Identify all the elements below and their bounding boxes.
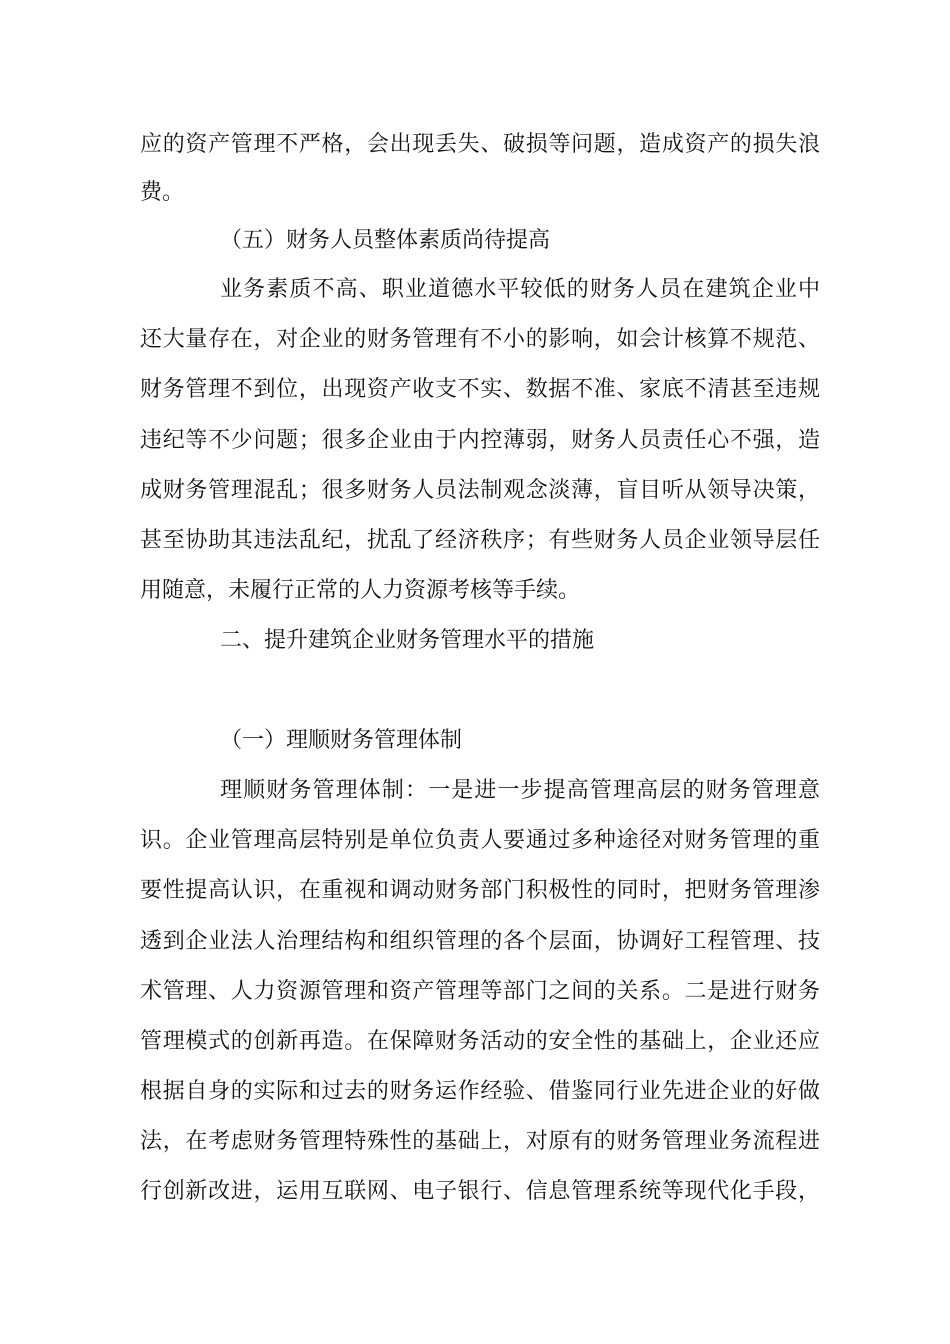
body-line: 行创新改进，运用互联网、电子银行、信息管理系统等现代化手段， bbox=[140, 1179, 820, 1204]
body-line: 要性提高认识，在重视和调动财务部门积极性的同时，把财务管理渗 bbox=[140, 878, 820, 903]
paragraph-first-line: 业务素质不高、职业道德水平较低的财务人员在建筑企业中 bbox=[220, 277, 820, 302]
body-line: 应的资产管理不严格，会出现丢失、破损等问题，造成资产的损失浪 bbox=[140, 132, 820, 157]
body-line: 管理模式的创新再造。在保障财务活动的安全性的基础上，企业还应 bbox=[140, 1029, 820, 1054]
paragraph-first-line: 理顺财务管理体制：一是进一步提高管理高层的财务管理意 bbox=[220, 778, 820, 803]
body-line: 费。 bbox=[140, 180, 185, 205]
body-line: 术管理、人力资源管理和资产管理等部门之间的关系。二是进行财务 bbox=[140, 979, 820, 1004]
body-line: 识。企业管理高层特别是单位负责人要通过多种途径对财务管理的重 bbox=[140, 828, 820, 853]
body-line: 成财务管理混乱；很多财务人员法制观念淡薄，盲目听从领导决策， bbox=[140, 478, 820, 503]
body-line: 违纪等不少问题；很多企业由于内控薄弱，财务人员责任心不强，造 bbox=[140, 428, 820, 453]
body-line: 财务管理不到位，出现资产收支不实、数据不准、家底不清甚至违规 bbox=[140, 377, 820, 402]
body-line: 法，在考虑财务管理特殊性的基础上，对原有的财务管理业务流程进 bbox=[140, 1129, 820, 1154]
body-line: 还大量存在，对企业的财务管理有不小的影响，如会计核算不规范、 bbox=[140, 327, 820, 352]
section-heading: 二、提升建筑企业财务管理水平的措施 bbox=[220, 628, 595, 653]
body-line: 透到企业法人治理结构和组织管理的各个层面，协调好工程管理、技 bbox=[140, 929, 820, 954]
body-line: 用随意，未履行正常的人力资源考核等手续。 bbox=[140, 578, 581, 603]
body-line: 甚至协助其违法乱纪，扰乱了经济秩序；有些财务人员企业领导层任 bbox=[140, 528, 820, 553]
section-heading: （五）财务人员整体素质尚待提高 bbox=[220, 228, 551, 253]
body-line: 根据自身的实际和过去的财务运作经验、借鉴同行业先进企业的好做 bbox=[140, 1079, 820, 1104]
subsection-heading: （一）理顺财务管理体制 bbox=[220, 728, 463, 753]
